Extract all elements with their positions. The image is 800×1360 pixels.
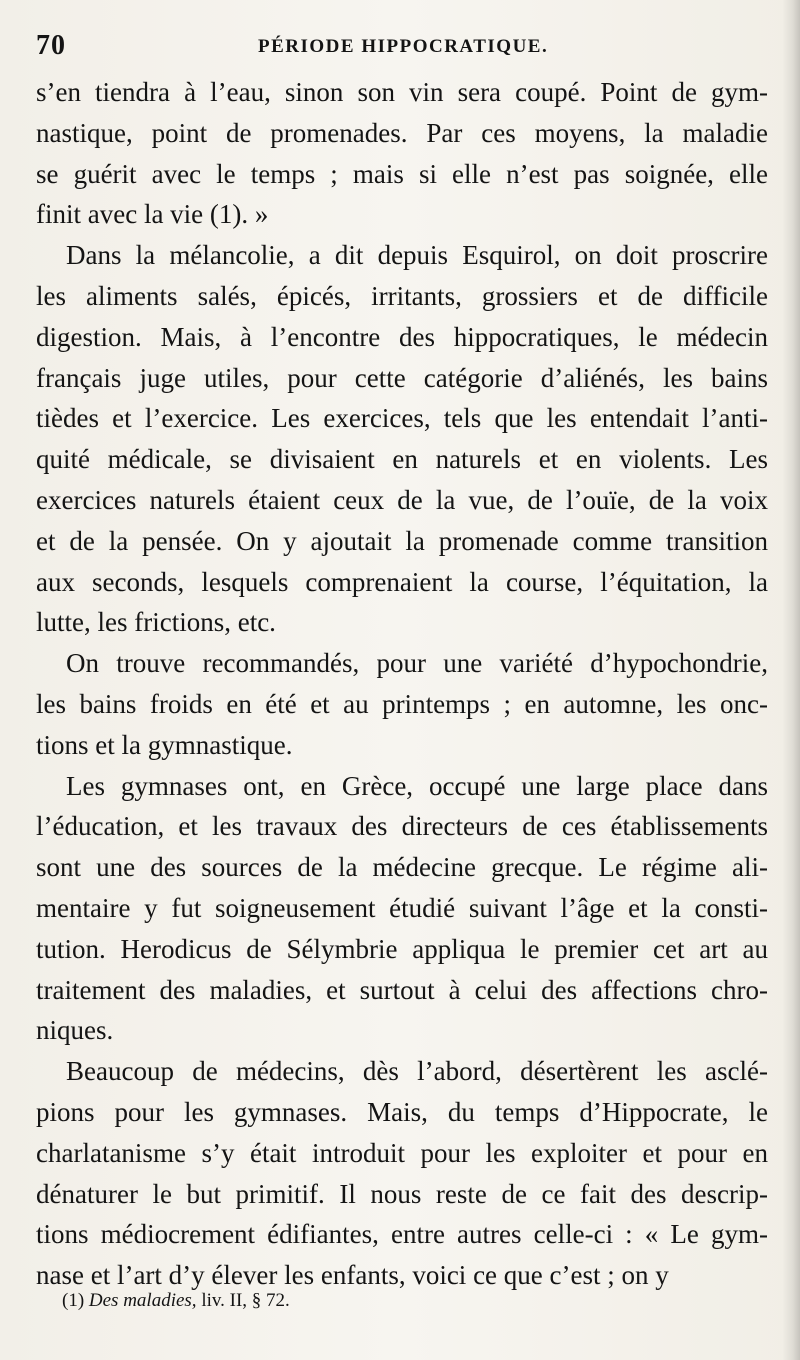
paragraph [36, 643, 768, 765]
page-edge-shadow [782, 0, 800, 1360]
text-line: traitement des maladies, et surtout à celui des affections chro- [36, 974, 768, 1005]
text-line: s’en tiendra à l’eau, sinon son vin sera coupé. Point de gym- [36, 77, 768, 107]
text-line: Dans la mélancolie, a dit depuis Esquirol, on doit proscrire [66, 240, 768, 271]
paragraph [36, 235, 768, 643]
footnote [62, 1288, 290, 1314]
text-line: lutte, les frictions, etc. [36, 607, 276, 638]
text-line: aux seconds, lesquels comprenaient la course, l’équitation, la [36, 566, 768, 597]
text-line: et de la pensée. On y ajoutait la promenade comme transition [36, 525, 768, 556]
text-line: tions et la gymnastique. [36, 729, 293, 760]
page-number: 70 [36, 30, 66, 61]
paragraph [36, 72, 768, 235]
running-title: PÉRIODE HIPPOCRATIQUE. [258, 36, 549, 57]
paragraph [36, 766, 768, 1052]
text-line: sont une des sources de la médecine grecque. Le régime ali- [36, 852, 768, 883]
text-line: exercices naturels étaient ceux de la vue, de l’ouïe, de la voix [36, 484, 768, 515]
text-line: dénaturer le but primitif. Il nous reste de ce fait des descrip- [36, 1178, 768, 1209]
text-line: charlatanisme s’y était introduit pour les exploiter et pour en [36, 1137, 768, 1168]
text-line: nase et l’art d’y élever les enfants, voici ce que c’est ; on y [36, 1260, 669, 1291]
text-line: finit avec la vie (1). » [36, 199, 269, 230]
text-line: niques. [36, 1015, 114, 1046]
text-line: l’éducation, et les travaux des directeurs de ces établissements [36, 811, 768, 842]
text-line: français juge utiles, pour cette catégorie d’aliénés, les bains [36, 362, 768, 393]
text-line: On trouve recommandés, pour une variété d’hypochondrie, [66, 648, 768, 679]
text-line: les aliments salés, épicés, irritants, grossiers et de difficile [36, 280, 768, 311]
text-line: se guérit avec le temps ; mais si elle n’est pas soignée, elle [36, 158, 768, 189]
text-line: pions pour les gymnases. Mais, du temps d’Hippocrate, le [36, 1096, 768, 1127]
text-line: Beaucoup de médecins, dès l’abord, désertèrent les asclé- [66, 1056, 768, 1087]
footnote-marker: (1) [62, 1290, 85, 1311]
running-head [36, 30, 756, 64]
footnote-title: Des maladies, [88, 1290, 197, 1311]
text-line: mentaire y fut soigneusement étudié suivant l’âge et la consti- [36, 892, 768, 923]
text-line: les bains froids en été et au printemps ; en automne, les onc- [36, 688, 768, 719]
paragraph [36, 1051, 768, 1296]
text-line: tièdes et l’exercice. Les exercices, tels que les entendait l’anti- [36, 403, 768, 434]
body-text [36, 72, 768, 1296]
text-line: tions médiocrement édifiantes, entre autres celle-ci : « Le gym- [36, 1219, 768, 1250]
text-line: quité médicale, se divisaient en naturels et en violents. Les [36, 444, 768, 475]
text-line: digestion. Mais, à l’encontre des hippocratiques, le médecin [36, 321, 768, 352]
text-line: nastique, point de promenades. Par ces moyens, la maladie [36, 117, 768, 148]
footnote-reference: liv. II, § 72. [196, 1290, 290, 1311]
text-line: Les gymnases ont, en Grèce, occupé une large place dans [66, 770, 768, 801]
text-line: tution. Herodicus de Sélymbrie appliqua le premier cet art au [36, 933, 768, 964]
